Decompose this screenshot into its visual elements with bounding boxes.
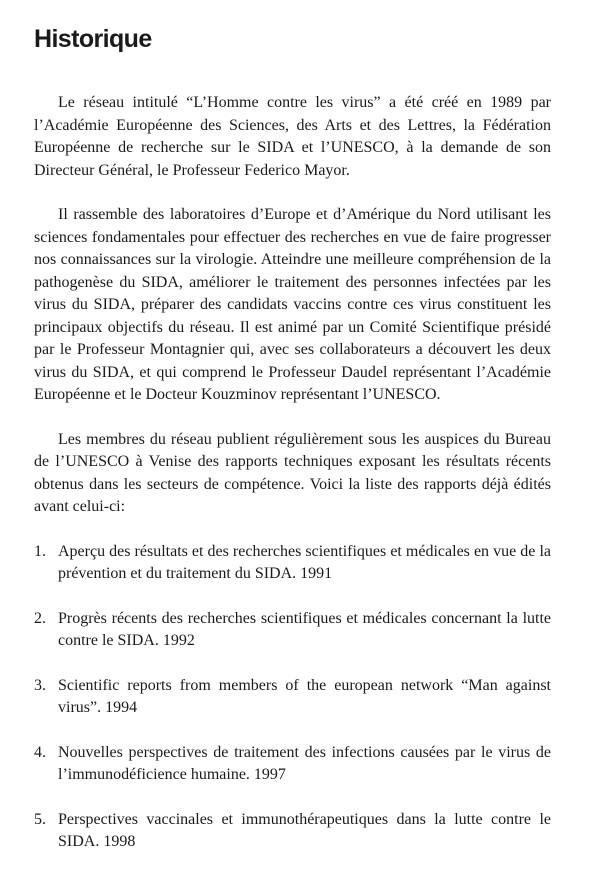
list-item	[34, 742, 551, 787]
list-item	[34, 675, 551, 720]
list-item	[34, 809, 551, 854]
list-item	[34, 608, 551, 653]
list-item-number: 3.	[34, 676, 46, 694]
document-body	[34, 92, 551, 876]
list-item	[34, 541, 551, 586]
list-item-number: 5.	[34, 810, 46, 828]
list-item-text: Scientific reports from members of the european network “Man against virus”. 1994	[58, 676, 551, 716]
paragraph-reports-intro: Les membres du réseau publient régulièrement sous les auspices du Bureau de l’UNESCO à Venise des rapports techniques exposant les résultats récents obtenus dans les secteurs de compétence. Voici la liste des rapports déjà édités avant celui-ci:	[34, 430, 551, 515]
list-item-number: 2.	[34, 609, 46, 627]
list-item-text: Progrès récents des recherches scientifiques et médicales concernant la lutte contre le SIDA. 1992	[58, 609, 551, 649]
report-list	[34, 541, 551, 854]
list-item-text: Aperçu des résultats et des recherches scientifiques et médicales en vue de la prévention et du traitement du SIDA. 1991	[58, 542, 551, 582]
list-item-text: Perspectives vaccinales et immunothérapeutiques dans la lutte contre le SIDA. 1998	[58, 810, 551, 850]
page-title: Historique	[34, 25, 152, 53]
list-item-number: 4.	[34, 743, 46, 761]
paragraph-network-goals: Il rassemble des laboratoires d’Europe et d’Amérique du Nord utilisant les sciences fondamentales pour effectuer des recherches en vue de faire progresser nos connaissances sur la virologie. Atteindre une meilleure compréhension de la pathogenèse du SIDA, améliorer le traitement des personnes infectées par les virus du SIDA, préparer des candidats vaccins contre ces virus constituent les principaux objectifs du réseau. Il est animé par un Comité Scientifique présidé par le Professeur Montagnier qui, avec ses collaborateurs a découvert les deux virus du SIDA, et qui comprend le Professeur Daudel représentant l’Académie Européenne et le Docteur Kouzminov représentant l’UNESCO.	[34, 206, 551, 403]
list-item-number: 1.	[34, 542, 46, 560]
paragraph-history: Le réseau intitulé “L’Homme contre les virus” a été créé en 1989 par l’Académie Européenne des Sciences, des Arts et des Lettres, la Fédération Européenne de recherche sur le SIDA et l’UNESCO, à la demande de son Directeur Général, le Professeur Federico Mayor.	[34, 94, 551, 179]
list-item-text: Nouvelles perspectives de traitement des infections causées par le virus de l’immunodéficience humaine. 1997	[58, 743, 551, 783]
